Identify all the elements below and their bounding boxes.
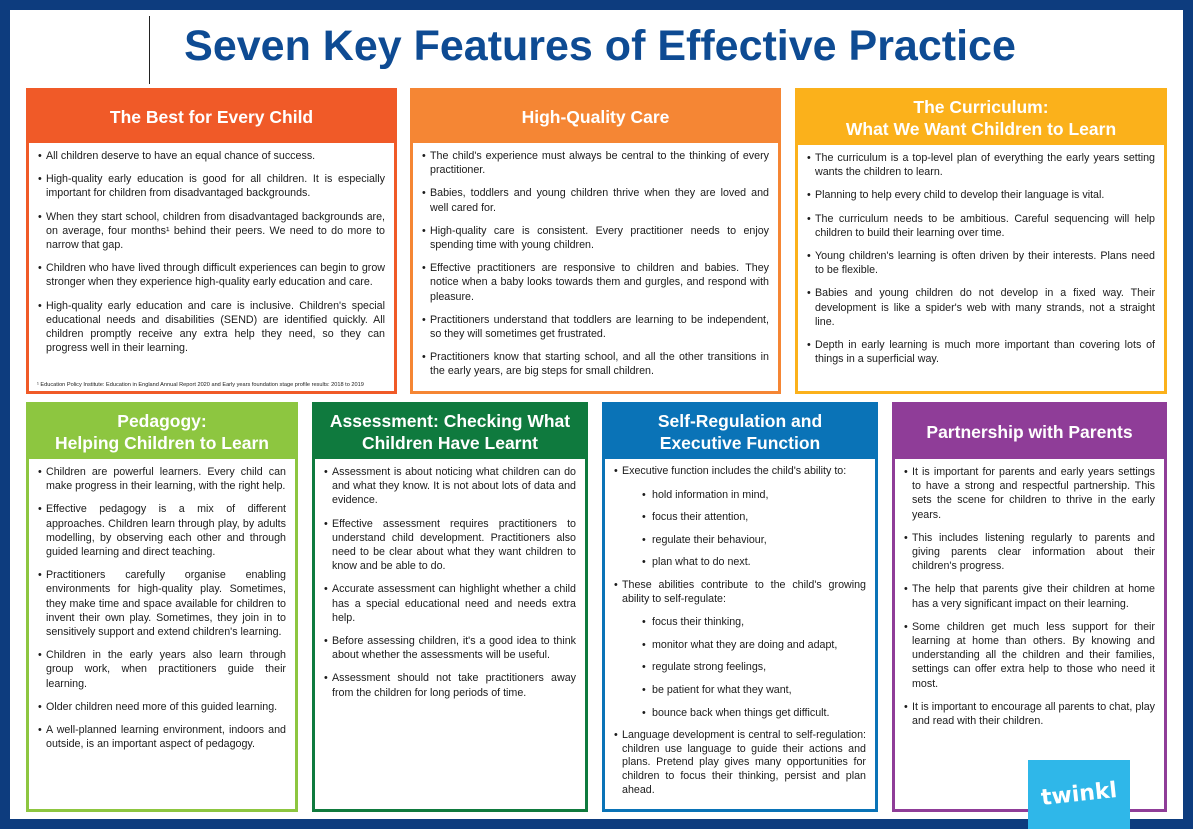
box-self-regulation — [602, 402, 878, 812]
list-item: • Practitioners carefully organise enabling environments for high-quality play. Sometimes, they make time and space available for children to invent their own play. Sometimes, they join in to sensitively support and extend children's learning. — [38, 568, 286, 639]
box-pedagogy — [26, 402, 298, 812]
heading-line-1: Assessment: Checking What — [329, 411, 571, 431]
list-item: • Practitioners know that starting school, and all the other transitions in the early years, are big steps for small children. — [422, 350, 769, 378]
sub-list-item: • hold information in mind, — [614, 489, 866, 503]
list-item: • Effective assessment requires practitioners to understand child development. Practitioners also need to be clear about what they want children to know and be able to do. — [324, 517, 576, 574]
list-item: • It is important to encourage all parents to chat, play and read with their children. — [904, 700, 1155, 728]
list-item: • Assessment should not take practitioners away from the children for long periods of time. — [324, 671, 576, 699]
heading-text: High-Quality Care — [521, 107, 670, 127]
list-item: • High-quality care is consistent. Every practitioner needs to enjoy spending time with young children. — [422, 224, 769, 252]
list-item: • It is important for parents and early years settings to have a strong and respectful partnership. This sets the scene for children to thrive in the early years. — [904, 465, 1155, 522]
heading-text: The Best for Every Child — [109, 107, 314, 127]
list-item: • The help that parents give their children at home has a very significant impact on their learning. — [904, 582, 1155, 610]
heading-line-2: Helping Children to Learn — [55, 433, 269, 453]
list-item: • These abilities contribute to the child's growing ability to self-regulate: — [614, 579, 866, 606]
item-list — [605, 459, 875, 797]
twinkl-logo — [1028, 760, 1130, 829]
box-heading — [605, 405, 875, 459]
list-item: • Executive function includes the child's ability to: — [614, 465, 866, 479]
list-item: • Children are powerful learners. Every child can make progress in their learning, with the right help. — [38, 465, 286, 493]
list-item: • Young children's learning is often driven by their interests. Plans need to be flexible. — [807, 249, 1155, 277]
box-heading — [413, 91, 778, 143]
sub-list-item: • focus their attention, — [614, 511, 866, 525]
list-item: • Effective pedagogy is a mix of different approaches. Children learn through play, by adults modelling, by observing each other and through guided learning and direct teaching. — [38, 502, 286, 559]
list-item: • Accurate assessment can highlight whether a child has a special educational need and needs extra help. — [324, 582, 576, 625]
box-assessment — [312, 402, 588, 812]
list-item: • Children in the early years also learn through group work, when practitioners guide their learning. — [38, 648, 286, 691]
list-item: • Language development is central to self-regulation: children use language to guide their actions and plans. Pretend play gives many opportunities for children to focus their thinking, persist and plan ahead. — [614, 729, 866, 797]
sub-list-item: • regulate strong feelings, — [614, 661, 866, 675]
box-high-quality-care — [410, 88, 781, 394]
heading-line-1: The Curriculum: — [913, 97, 1049, 117]
heading-line-1: Self-Regulation and — [657, 411, 823, 431]
item-list — [798, 145, 1164, 366]
list-item: • A well-planned learning environment, indoors and outside, is an important aspect of pedagogy. — [38, 723, 286, 751]
heading-line-2: Executive Function — [659, 433, 821, 453]
logo-text: twinkl — [1039, 778, 1119, 811]
list-item: • High-quality early education is good for all children. It is especially important for children from disadvantaged backgrounds. — [38, 172, 385, 200]
box-heading — [29, 405, 295, 459]
item-list — [29, 143, 394, 355]
footnote: ¹ Education Policy Institute: Education in England Annual Report 2020 and Early years foundation stage profile results: 2018 to 2019 — [37, 381, 364, 388]
list-item: • Babies, toddlers and young children thrive when they are loved and well cared for. — [422, 186, 769, 214]
box-partnership-with-parents — [892, 402, 1167, 812]
sub-list-item: • plan what to do next. — [614, 556, 866, 570]
sub-list-item: • regulate their behaviour, — [614, 534, 866, 548]
sub-list-item: • focus their thinking, — [614, 616, 866, 630]
box-heading — [895, 405, 1164, 459]
list-item: • When they start school, children from disadvantaged backgrounds are, on average, four months¹ behind their peers. We need to do more to narrow that gap. — [38, 210, 385, 253]
list-item: • Effective practitioners are responsive to children and babies. They notice when a baby looks towards them and gurgles, and respond with pleasure. — [422, 261, 769, 304]
list-item: • Practitioners understand that toddlers are learning to be independent, so they will sometimes get frustrated. — [422, 313, 769, 341]
list-item: • The curriculum needs to be ambitious. Careful sequencing will help children to build their learning over time. — [807, 212, 1155, 240]
list-item: • Depth in early learning is much more important than covering lots of things in a superficial way. — [807, 338, 1155, 366]
list-item: • Older children need more of this guided learning. — [38, 700, 286, 714]
list-item: • Planning to help every child to develop their language is vital. — [807, 188, 1155, 202]
sub-list-item: • monitor what they are doing and adapt, — [614, 639, 866, 653]
list-item: • Assessment is about noticing what children can do and what they know. It is not about lots of data and evidence. — [324, 465, 576, 508]
sub-list-item: • bounce back when things get difficult. — [614, 707, 866, 721]
list-item: • Children who have lived through difficult experiences can begin to grow stronger when they experience high-quality early education and care. — [38, 261, 385, 289]
list-item: • High-quality early education and care is inclusive. Children's special educational needs and disabilities (SEND) are identified quickly. All children promptly receive any extra help they need, so they can progress well in their learning. — [38, 299, 385, 356]
item-list — [413, 143, 778, 379]
box-heading — [29, 91, 394, 143]
list-item: • The curriculum is a top-level plan of everything the early years setting wants the children to learn. — [807, 151, 1155, 179]
heading-line-2: What We Want Children to Learn — [845, 119, 1117, 139]
list-item: • Before assessing children, it's a good idea to think about whether the assessments will be useful. — [324, 634, 576, 662]
page-title: Seven Key Features of Effective Practice — [184, 22, 1016, 70]
box-best-for-every-child — [26, 88, 397, 394]
heading-text: Partnership with Parents — [926, 422, 1133, 442]
list-item: • This includes listening regularly to parents and giving parents clear information about their children's progress. — [904, 531, 1155, 574]
box-heading — [798, 91, 1164, 145]
item-list — [29, 459, 295, 751]
box-curriculum — [795, 88, 1167, 394]
item-list — [895, 459, 1164, 728]
heading-line-1: Pedagogy: — [117, 411, 207, 431]
box-heading — [315, 405, 585, 459]
list-item: • Some children get much less support for their learning at home than others. By knowing and understanding all the children and their families, settings can offer extra help to those who need it most. — [904, 620, 1155, 691]
list-item: • Babies and young children do not develop in a fixed way. Their development is like a spider's web with many strands, not a straight line. — [807, 286, 1155, 329]
heading-line-2: Children Have Learnt — [361, 433, 539, 453]
item-list — [315, 459, 585, 700]
list-item: • All children deserve to have an equal chance of success. — [38, 149, 385, 163]
list-item: • The child's experience must always be central to the thinking of every practitioner. — [422, 149, 769, 177]
poster — [10, 10, 1183, 819]
sub-list-item: • be patient for what they want, — [614, 684, 866, 698]
